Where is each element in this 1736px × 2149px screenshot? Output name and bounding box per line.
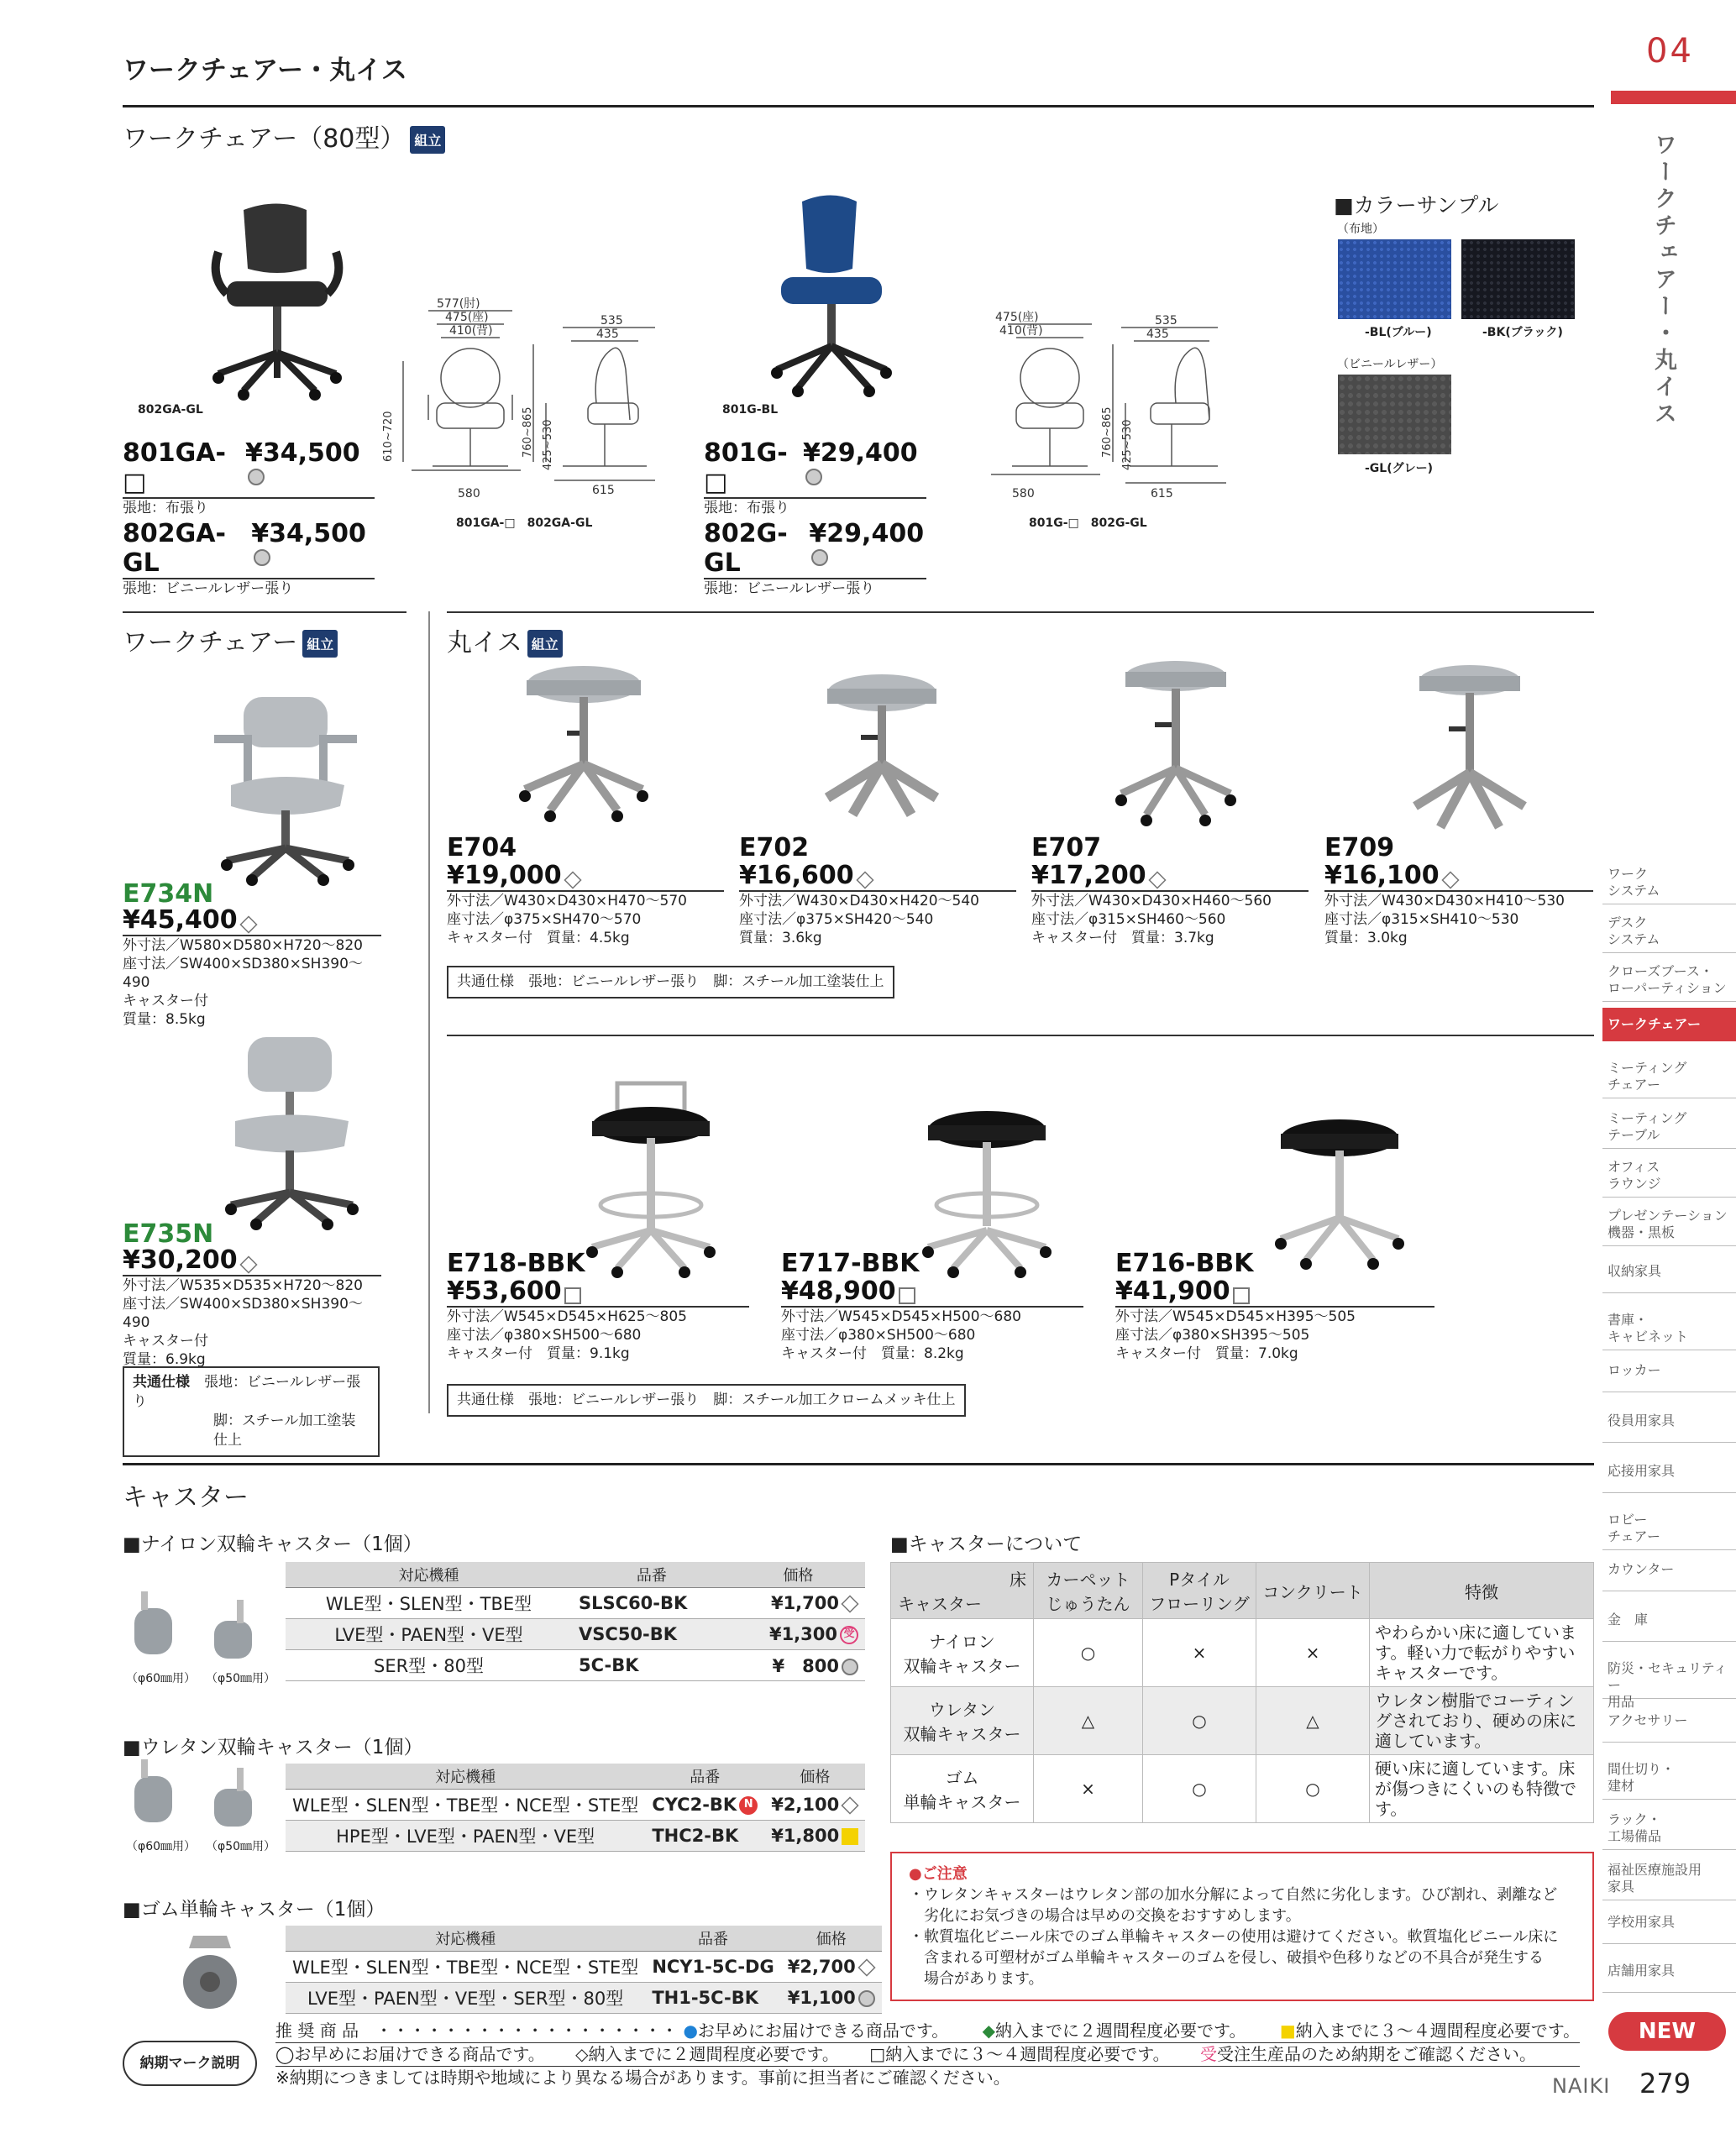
delivery-mark-circle	[858, 1990, 875, 2007]
side-nav-item[interactable]: 金 庫	[1602, 1608, 1736, 1642]
model-name: E702	[739, 833, 810, 862]
cell-model: WLE型・SLEN型・TBE型・NCE型・STE型	[286, 1790, 645, 1821]
cell-rating: ×	[1034, 1755, 1143, 1823]
spec-line: キャスター付 質量：9.1kg	[447, 1345, 630, 1362]
header-rule	[123, 105, 1594, 107]
side-nav-item[interactable]: オフィス ラウンジ	[1602, 1156, 1736, 1198]
cell-code: NCY1-5C-DG	[645, 1952, 780, 1983]
cell-rating: ×	[1143, 1619, 1256, 1687]
stools-title-text: 丸イス	[447, 628, 522, 658]
product-e716	[1115, 1251, 1434, 1363]
corner-header	[891, 1563, 1034, 1619]
delivery-legend: 推 奨 商 品 ・・・・・・・・・・・・・・・・・・ ●お早めにお届けできる商品です。 ◆納入までに２週間程度必要です。 ■納入までに３～４週間程度必要です。 ◯お早めにお届けできる商品です。 ◇納入までに２週間程度必要です。 □納入までに３～４週間程度必要です。 受受注生産品のため納期をご確認ください。 ※納期につきましては時期や地域により異なる場合があります。事前に担当者にご確認ください。	[275, 2021, 1581, 2088]
section-rule	[123, 611, 406, 613]
swatch-label: -BK(ブラック)	[1482, 326, 1563, 339]
table-row	[891, 1687, 1594, 1755]
legend-text: ◯お早めにお届けできる商品です。	[275, 2044, 545, 2064]
stool-e709-image	[1403, 663, 1537, 831]
new-badge: NEW	[1608, 2012, 1726, 2051]
dim-caption: 801G-□ 802G-GL	[1029, 516, 1147, 530]
delivery-mark-circle	[254, 549, 270, 566]
legend-text: 受注生産品のため納期をご確認ください。	[1216, 2044, 1536, 2064]
legend-text: ◇納入までに２週間程度必要です。	[575, 2044, 839, 2064]
legend-text: 納入までに３～４週間程度必要です。	[1295, 2021, 1581, 2041]
color-sample-title: ■カラーサンプル	[1334, 193, 1499, 218]
price: ¥41,900	[1115, 1276, 1230, 1306]
col-header: 特徴	[1370, 1563, 1594, 1619]
work-chair-title-text: ワークチェアー	[123, 628, 298, 658]
side-nav-item[interactable]: ロビー チェアー	[1602, 1508, 1736, 1550]
size-label-50: （φ50㎜用）	[206, 1840, 276, 1853]
spec-line: キャスター付	[123, 1333, 208, 1350]
model-name: E717-BBK	[781, 1249, 920, 1278]
delivery-mark-diamond	[564, 871, 581, 888]
urethane-table	[286, 1764, 865, 1852]
delivery-mark-order: 受	[840, 1626, 858, 1644]
cell-price: ¥1,800	[771, 1826, 840, 1846]
col-header: 対応機種	[286, 1764, 645, 1790]
common-spec-label: 共通仕様	[133, 1374, 190, 1391]
new-n-badge: N	[739, 1796, 758, 1815]
spec-line: 外寸法／W545×D545×H625～805	[447, 1308, 687, 1325]
stool-e702-image	[815, 672, 949, 823]
product-e717	[781, 1251, 1083, 1363]
col-header: 品番	[572, 1562, 732, 1588]
side-nav-item[interactable]: ラック・ 工場備品	[1602, 1808, 1736, 1850]
notice-line: 劣化にお気づきの場合は早めの交換をおすすめします。	[909, 1907, 1301, 1925]
model-name: E718-BBK	[447, 1249, 585, 1278]
delivery-mark-diamond	[1148, 871, 1166, 888]
notice-box	[890, 1852, 1594, 2001]
col-header: 対応機種	[286, 1562, 572, 1588]
spec-line: 外寸法／W430×D430×H410～530	[1324, 893, 1565, 909]
dim-label: 475(座)	[995, 311, 1039, 324]
col-header: 価格	[764, 1764, 865, 1790]
cell-price: ¥2,700	[787, 1957, 856, 1977]
spec-line: 座寸法／φ315×SH460～560	[1031, 911, 1226, 928]
table-row	[286, 1650, 865, 1681]
delivery-mark-diamond	[1441, 871, 1459, 888]
table-row	[286, 1952, 882, 1983]
dim-caption: 801GA-□ 802GA-GL	[456, 516, 593, 530]
dim-label: 435	[1146, 328, 1169, 341]
size-label-60: （φ60㎜用）	[126, 1840, 197, 1853]
side-nav-item[interactable]: デスク システム	[1602, 911, 1736, 953]
assembly-badge: 組立	[302, 630, 338, 658]
cell-rating: ×	[1256, 1619, 1370, 1687]
cell-model: HPE型・LVE型・PAEN型・VE型	[286, 1821, 645, 1852]
fabric-note: 張地：ビニールレザー張り	[704, 580, 875, 597]
side-nav-item[interactable]: カウンター	[1602, 1558, 1736, 1591]
product-801ga	[123, 438, 375, 598]
model-name: E734N	[123, 879, 214, 909]
col-header: Pタイル フローリング	[1143, 1563, 1256, 1619]
chair-e734n-image	[206, 689, 365, 882]
cell-code: VSC50-BK	[572, 1619, 732, 1650]
spec-line: 外寸法／W430×D430×H420～540	[739, 893, 979, 909]
page-title: ワークチェアー・丸イス	[123, 55, 407, 86]
dim-label: 535	[601, 314, 623, 328]
cell-rating: ○	[1034, 1619, 1143, 1687]
about-table	[890, 1562, 1594, 1823]
header-floor: 床	[1010, 1570, 1026, 1590]
side-nav-item[interactable]: 学校用家具	[1602, 1911, 1736, 1944]
chair-e735n-image	[223, 1033, 357, 1226]
dim-label: 615	[592, 484, 615, 497]
table-row	[891, 1755, 1594, 1823]
table-row	[286, 1821, 865, 1852]
spec-line: 質量：8.5kg	[123, 1011, 206, 1028]
delivery-mark-diamond	[856, 871, 873, 888]
spec-line: 質量：6.9kg	[123, 1351, 206, 1368]
side-nav-item[interactable]: ミーティング チェアー	[1602, 1056, 1736, 1098]
table-row	[286, 1790, 865, 1821]
spec-line: キャスター付 質量：4.5kg	[447, 930, 630, 946]
product-e734n	[123, 879, 381, 1029]
side-nav-item[interactable]: 間仕切り・ 建材	[1602, 1758, 1736, 1800]
common-spec-line: 脚：スチール加工塗装仕上	[213, 1413, 356, 1449]
side-nav-item[interactable]: アクセサリー	[1602, 1709, 1736, 1743]
swatch-black	[1461, 239, 1575, 319]
cell-code: 5C-BK	[572, 1650, 732, 1681]
col-header: 品番	[645, 1764, 764, 1790]
spec-line: キャスター付 質量：7.0kg	[1115, 1345, 1298, 1362]
product-e702	[739, 833, 1016, 947]
dim-label: 410(背)	[449, 324, 493, 338]
cell-rating: △	[1256, 1687, 1370, 1755]
caster-title: キャスター	[123, 1483, 249, 1512]
nylon-title: ■ナイロン双輪キャスター（1個）	[123, 1533, 422, 1555]
product-e709	[1324, 833, 1593, 947]
dim-label: 435	[596, 328, 619, 341]
photo-label: 801G-BL	[722, 403, 779, 417]
swatch-blue	[1338, 239, 1451, 319]
cell-rating: ○	[1256, 1755, 1370, 1823]
table-row	[286, 1983, 882, 2014]
delivery-mark-diamond	[858, 1958, 875, 1976]
cell-name: ナイロン 双輪キャスター	[891, 1619, 1034, 1687]
spec-line: キャスター付	[123, 993, 208, 1009]
model-name: E707	[1031, 833, 1102, 862]
section-80-title	[123, 118, 445, 155]
legend-text: お早めにお届けできる商品です。	[697, 2021, 949, 2041]
cell-code: TH1-5C-BK	[645, 1983, 780, 2014]
side-nav-item[interactable]: 福祉医療施設用 家具	[1602, 1858, 1736, 1900]
dim-label: 425~530	[542, 419, 554, 470]
cell-feature: 硬い床に適しています。床が傷つきにくいのも特徴です。	[1370, 1755, 1594, 1823]
page-code: 04	[1646, 32, 1694, 71]
delivery-mark-diamond	[239, 915, 257, 933]
cell-price: ¥ 800	[772, 1656, 839, 1676]
nylon-table	[286, 1562, 865, 1681]
rubber-caster-image	[168, 1931, 252, 2015]
delivery-mark-circle	[248, 469, 265, 485]
section-tab-marker	[1611, 91, 1736, 104]
price: ¥29,400	[809, 519, 925, 548]
model-name: E735N	[123, 1219, 214, 1249]
section-80-title-text: ワークチェアー（80型）	[123, 124, 406, 154]
table-row	[891, 1619, 1594, 1687]
side-nav-item[interactable]: ミーティング テーブル	[1602, 1107, 1736, 1149]
nylon-caster-image	[126, 1591, 277, 1667]
dim-label: 760~865	[1101, 406, 1114, 458]
section-rule	[447, 611, 1594, 613]
spec-line: 外寸法／W535×D535×H720～820	[123, 1277, 363, 1294]
model-name: E716-BBK	[1115, 1249, 1254, 1278]
brand-name: NAIKI	[1552, 2074, 1611, 2098]
size-label-50: （φ50㎜用）	[206, 1672, 276, 1685]
dim-label: 535	[1155, 314, 1177, 328]
col-header: 価格	[732, 1562, 865, 1588]
cell-model: LVE型・PAEN型・VE型・SER型・80型	[286, 1983, 645, 2014]
notice-line: 場合があります。	[909, 1970, 1044, 1988]
cell-price: ¥1,100	[787, 1988, 856, 2008]
cell-rating: ○	[1143, 1755, 1256, 1823]
spec-line: 座寸法／φ315×SH410～530	[1324, 911, 1519, 928]
spec-line: 座寸法／φ380×SH500～680	[447, 1327, 642, 1344]
table-row	[286, 1619, 865, 1650]
rubber-table	[286, 1926, 882, 2014]
spec-line: 外寸法／W430×D430×H470～570	[447, 893, 687, 909]
price: ¥30,200	[123, 1245, 238, 1275]
price: ¥16,100	[1324, 861, 1440, 890]
cell-model: WLE型・SLEN型・TBE型・NCE型・STE型	[286, 1952, 645, 1983]
swatch-label: -GL(グレー)	[1365, 462, 1434, 475]
product-e718	[447, 1251, 749, 1363]
spec-line: 座寸法／SW400×SD380×SH390～490	[123, 1296, 363, 1331]
cell-rating: △	[1034, 1687, 1143, 1755]
common-spec-box: 共通仕様 張地：ビニールレザー張り 脚：スチール加工クロームメッキ仕上	[447, 1384, 966, 1417]
product-801g	[704, 438, 926, 598]
model-name: 802GA-GL	[123, 519, 226, 578]
product-e735n	[123, 1219, 381, 1369]
price: ¥45,400	[123, 905, 238, 935]
delivery-legend-label: 納期マーク説明	[123, 2041, 257, 2086]
cell-model: LVE型・PAEN型・VE型	[286, 1619, 572, 1650]
cell-name: ゴム 単輪キャスター	[891, 1755, 1034, 1823]
side-nav-item[interactable]: クローズブース・ ローパーティション	[1602, 960, 1736, 1002]
assembly-badge: 組立	[527, 630, 563, 658]
dim-label: 410(背)	[999, 324, 1043, 338]
urethane-caster-image	[126, 1759, 277, 1835]
page-number: 279	[1639, 2068, 1691, 2099]
stools-title	[447, 621, 563, 658]
price: ¥53,600	[447, 1276, 562, 1306]
legend-text: ※納期につきましては時期や地域により異なる場合があります。事前に担当者にご確認ください。	[275, 2068, 1010, 2088]
cell-price: ¥1,700	[770, 1593, 839, 1613]
spec-line: 外寸法／W580×D580×H720～820	[123, 937, 363, 954]
dim-label: 580	[458, 487, 480, 501]
column-divider	[428, 611, 430, 1413]
fabric-note: 張地：布張り	[704, 500, 789, 516]
cell-code: CYC2-BK	[652, 1795, 737, 1815]
cell-code: SLSC60-BK	[572, 1588, 732, 1619]
fabric-label: （布地）	[1337, 223, 1384, 236]
notice-line: 含まれる可塑材がゴム単輪キャスターのゴムを侵し、破損や色移りなどの不具合が発生する	[909, 1949, 1544, 1967]
model-name: 802G-GL	[704, 519, 788, 578]
swatch-label: -BL(ブルー)	[1365, 326, 1432, 339]
dim-label: 475(座)	[445, 311, 489, 324]
side-nav-item[interactable]: 応接用家具	[1602, 1460, 1736, 1493]
vinyl-label: （ビニールレザー）	[1337, 358, 1443, 371]
legend-text: 納入までに２週間程度必要です。	[995, 2021, 1246, 2041]
dim-label: 577(肘)	[437, 297, 480, 311]
cell-code: THC2-BK	[645, 1821, 764, 1852]
fabric-note: 張地：ビニールレザー張り	[123, 580, 294, 597]
model-name: E704	[447, 833, 517, 862]
side-nav-item[interactable]: ロッカー	[1602, 1359, 1736, 1392]
col-header: 対応機種	[286, 1926, 645, 1952]
size-label-60: （φ60㎜用）	[126, 1672, 197, 1685]
table-row	[286, 1588, 865, 1619]
swatch-gray	[1338, 375, 1451, 454]
col-header: カーペット じゅうたん	[1034, 1563, 1143, 1619]
delivery-mark-circle	[805, 469, 822, 485]
stool-e707-image	[1109, 659, 1243, 836]
spec-line: 外寸法／W545×D545×H395～505	[1115, 1308, 1356, 1325]
cell-price: ¥1,300	[768, 1624, 837, 1644]
price: ¥34,500	[251, 519, 366, 548]
spec-line: 座寸法／φ375×SH420～540	[739, 911, 934, 928]
delivery-mark-square	[899, 1287, 915, 1304]
chair-802ga-image	[202, 202, 353, 411]
photo-label: 802GA-GL	[138, 403, 203, 417]
vertical-title: ワークチェアー・丸イス	[1650, 133, 1676, 428]
col-header: 品番	[645, 1926, 780, 1952]
cell-rating: ○	[1143, 1687, 1256, 1755]
fabric-note: 張地：布張り	[123, 500, 208, 516]
spec-line: キャスター付 質量：3.7kg	[1031, 930, 1214, 946]
delivery-mark-yellow	[842, 1828, 858, 1845]
price: ¥48,900	[781, 1276, 896, 1306]
dim-label: 760~865	[522, 406, 534, 458]
spec-line: 座寸法／SW400×SD380×SH390～490	[123, 956, 363, 991]
dim-label: 615	[1151, 487, 1173, 501]
dim-label: 580	[1012, 487, 1035, 501]
dim-label: 610~720	[382, 411, 395, 462]
section-rule	[123, 1463, 1594, 1465]
delivery-mark-circle	[811, 549, 828, 566]
spec-line: 座寸法／φ375×SH470～570	[447, 911, 642, 928]
spec-line: 質量：3.6kg	[739, 930, 822, 946]
price: ¥29,400	[802, 438, 918, 468]
col-header: 価格	[781, 1926, 882, 1952]
stool-e718-image	[580, 1079, 722, 1281]
work-chair-title	[123, 621, 338, 658]
spec-line: キャスター付 質量：8.2kg	[781, 1345, 964, 1362]
spec-line: 質量：3.0kg	[1324, 930, 1408, 946]
side-nav-item[interactable]: 書庫・ キャビネット	[1602, 1308, 1736, 1350]
urethane-title: ■ウレタン双輪キャスター（1個）	[123, 1737, 423, 1759]
notice-line: ・軟質塩化ビニール床でのゴム単輪キャスターの使用は避けてください。軟質塩化ビニール床に	[909, 1928, 1559, 1946]
side-nav-item[interactable]: ワーク システム	[1602, 862, 1736, 904]
dimension-drawing-a	[382, 294, 655, 529]
product-e707	[1031, 833, 1309, 947]
price: ¥19,000	[447, 861, 562, 890]
model-name: 801G-□	[704, 438, 788, 497]
side-nav-item[interactable]: 収納家具	[1602, 1260, 1736, 1293]
side-nav-item[interactable]: ワークチェアー	[1602, 1008, 1736, 1041]
header-caster: キャスター	[898, 1594, 982, 1614]
model-name: E709	[1324, 833, 1395, 862]
delivery-mark-square	[1233, 1287, 1250, 1304]
dimension-drawing-b	[966, 311, 1235, 529]
model-name: 801GA-□	[123, 438, 226, 497]
dim-label: 425~530	[1121, 419, 1134, 470]
legend-text: □納入までに３～４週間程度必要です。	[869, 2044, 1170, 2064]
section-rule	[447, 1035, 1594, 1036]
delivery-mark-diamond	[239, 1255, 257, 1273]
about-title: ■キャスターについて	[890, 1533, 1083, 1555]
price: ¥16,600	[739, 861, 854, 890]
stool-e704-image	[517, 663, 651, 831]
cell-model: SER型・80型	[286, 1650, 572, 1681]
delivery-mark-diamond	[842, 1796, 859, 1814]
side-nav-item[interactable]: プレゼンテーション 機器・黒板	[1602, 1204, 1736, 1246]
chair-801g-image	[768, 193, 894, 403]
side-nav-item[interactable]: 防災・セキュリティー 用品	[1602, 1657, 1736, 1699]
rubber-title: ■ゴム単輪キャスター（1個）	[123, 1899, 385, 1921]
common-spec-box: 共通仕様 張地：ビニールレザー張り 脚：スチール加工塗装仕上	[447, 966, 894, 998]
spec-line: 外寸法／W545×D545×H500～680	[781, 1308, 1021, 1325]
notice-line: ・ウレタンキャスターはウレタン部の加水分解によって自然に劣化します。ひび割れ、剥離など	[909, 1886, 1558, 1904]
common-spec-box	[123, 1366, 380, 1457]
delivery-mark-diamond	[841, 1595, 858, 1612]
price: ¥34,500	[244, 438, 360, 468]
cell-model: WLE型・SLEN型・TBE型	[286, 1588, 572, 1619]
spec-line: 座寸法／φ380×SH500～680	[781, 1327, 976, 1344]
legend-text: 推 奨 商 品 ・・・・・・・・・・・・・・・・・・	[275, 2021, 679, 2041]
side-nav-item[interactable]: 役員用家具	[1602, 1409, 1736, 1443]
product-e704	[447, 833, 724, 947]
cell-name: ウレタン 双輪キャスター	[891, 1687, 1034, 1755]
delivery-mark-circle	[842, 1659, 858, 1675]
cell-feature: ウレタン樹脂でコーティングされており、硬めの床に適しています。	[1370, 1687, 1594, 1755]
cell-feature: やわらかい床に適しています。軽い力で転がりやすいキャスターです。	[1370, 1619, 1594, 1687]
spec-line: 座寸法／φ380×SH395～505	[1115, 1327, 1310, 1344]
assembly-badge: 組立	[410, 126, 445, 154]
common-spec-line: 張地：ビニールレザー張り	[133, 1374, 361, 1410]
price: ¥17,200	[1031, 861, 1146, 890]
col-header: コンクリート	[1256, 1563, 1370, 1619]
delivery-mark-square	[564, 1287, 581, 1304]
spec-line: 外寸法／W430×D430×H460～560	[1031, 893, 1272, 909]
cell-price: ¥2,100	[771, 1795, 840, 1815]
notice-title: ●ご注意	[909, 1865, 968, 1883]
side-nav-item[interactable]: 店舗用家具	[1602, 1959, 1736, 1993]
